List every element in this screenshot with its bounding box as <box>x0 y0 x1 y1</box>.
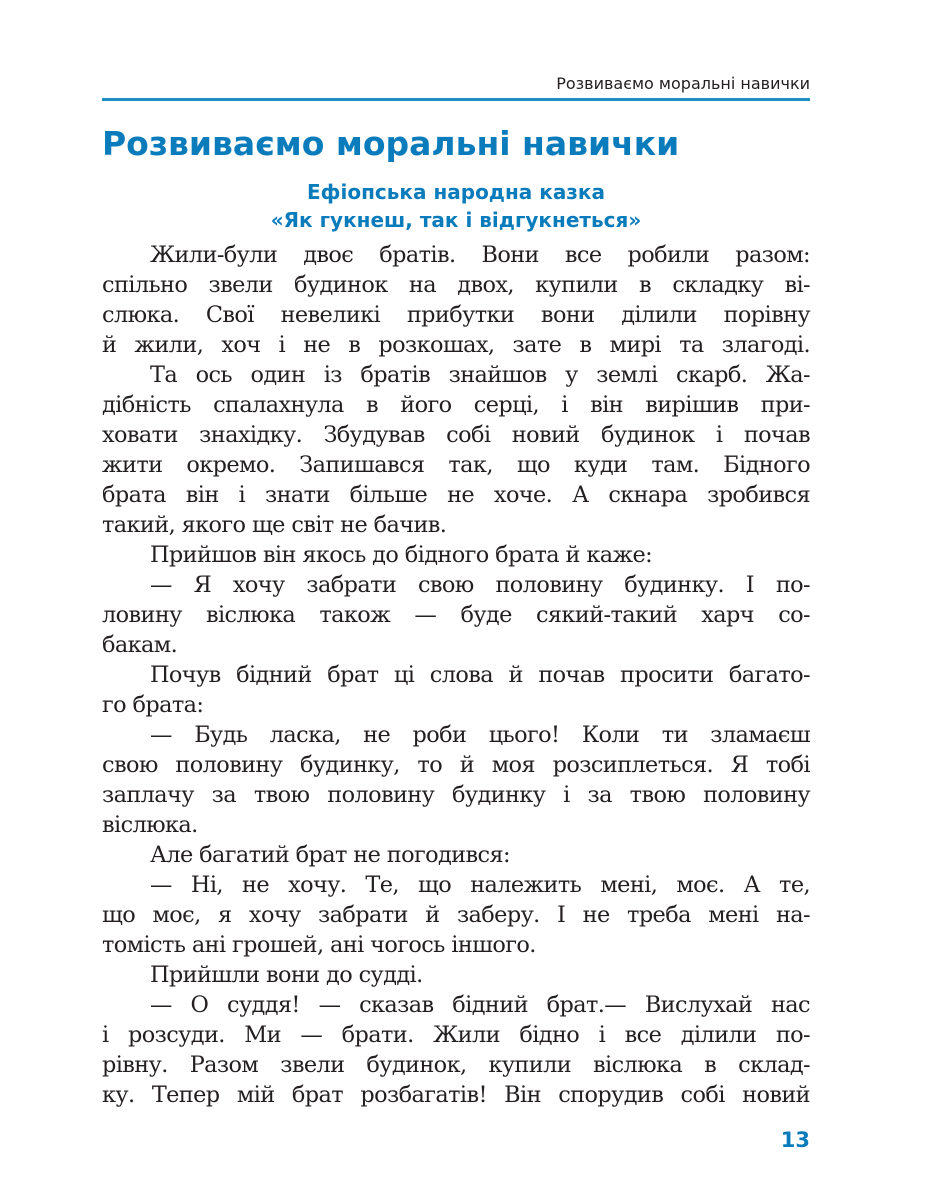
text-line: слюка. Свої невеликі прибутки вони ділили порівну <box>102 302 810 328</box>
story-text <box>102 240 810 1110</box>
text-line: ховати знахідку. Збудував собі новий будинок і почав <box>102 422 810 448</box>
text-line: такий, якого ще світ не бачив. <box>102 512 447 538</box>
story-subtitle-title: «Як гукнеш, так і відгукнеться» <box>270 208 642 232</box>
text-line: бакам. <box>102 632 178 658</box>
text-line: віслюка. <box>102 812 198 838</box>
text-line: рівну. Разом звели будинок, купили віслюка в склад- <box>102 1052 810 1078</box>
text-line: й жили, хоч і не в розкошах, зате в мирі та злагоді. <box>102 332 810 358</box>
text-line: Прийшли вони до судді. <box>150 962 423 988</box>
text-line: го брата: <box>102 692 204 718</box>
text-line: брата він і знати більше не хоче. А скнара зробився <box>102 482 810 508</box>
text-line: дібність спалахнула в його серці, і він вирішив при- <box>102 392 810 418</box>
page-number: 13 <box>780 1128 810 1152</box>
chapter-title: Розвиваємо моральні навички <box>102 124 680 163</box>
text-line: ловину віслюка також — буде сякий-такий харч со- <box>102 602 810 628</box>
text-line: томість ані грошей, ані чогось іншого. <box>102 932 536 958</box>
text-line: свою половину будинку, то й моя розсиплеться. Я тобі <box>102 752 810 778</box>
text-line: що моє, я хочу забрати й заберу. І не треба мені на- <box>102 902 810 928</box>
running-head: Розвиваємо моральні навички <box>556 74 810 93</box>
header-rule <box>102 98 810 101</box>
text-line: — Будь ласка, не роби цього! Коли ти зламаєш <box>150 722 810 748</box>
text-line: — Я хочу забрати свою половину будинку. І по- <box>150 572 810 598</box>
text-line: Але багатий брат не погодився: <box>150 842 510 868</box>
text-line: спільно звели будинок на двох, купили в складку ві- <box>102 272 810 298</box>
story-subtitle-genre: Ефіопська народна казка <box>306 180 606 204</box>
text-line: — Ні, не хочу. Те, що належить мені, моє. А те, <box>150 872 810 898</box>
text-line: заплачу за твою половину будинку і за твою половину <box>102 782 810 808</box>
text-line: і розсуди. Ми — брати. Жили бідно і все ділили по- <box>102 1022 810 1048</box>
text-line: — О суддя! — сказав бідний брат.— Вислухай нас <box>150 992 810 1018</box>
text-line: ку. Тепер мій брат розбагатів! Він спорудив собі новий <box>102 1082 810 1108</box>
text-line: Почув бідний брат ці слова й почав просити багато- <box>150 662 810 688</box>
text-line: Та ось один із братів знайшов у землі скарб. Жа- <box>150 362 810 388</box>
text-line: Прийшов він якось до бідного брата й каже: <box>150 542 653 568</box>
text-line: Жили-були двоє братів. Вони все робили разом: <box>150 242 810 268</box>
text-line: жити окремо. Запишався так, що куди там. Бідного <box>102 452 810 478</box>
